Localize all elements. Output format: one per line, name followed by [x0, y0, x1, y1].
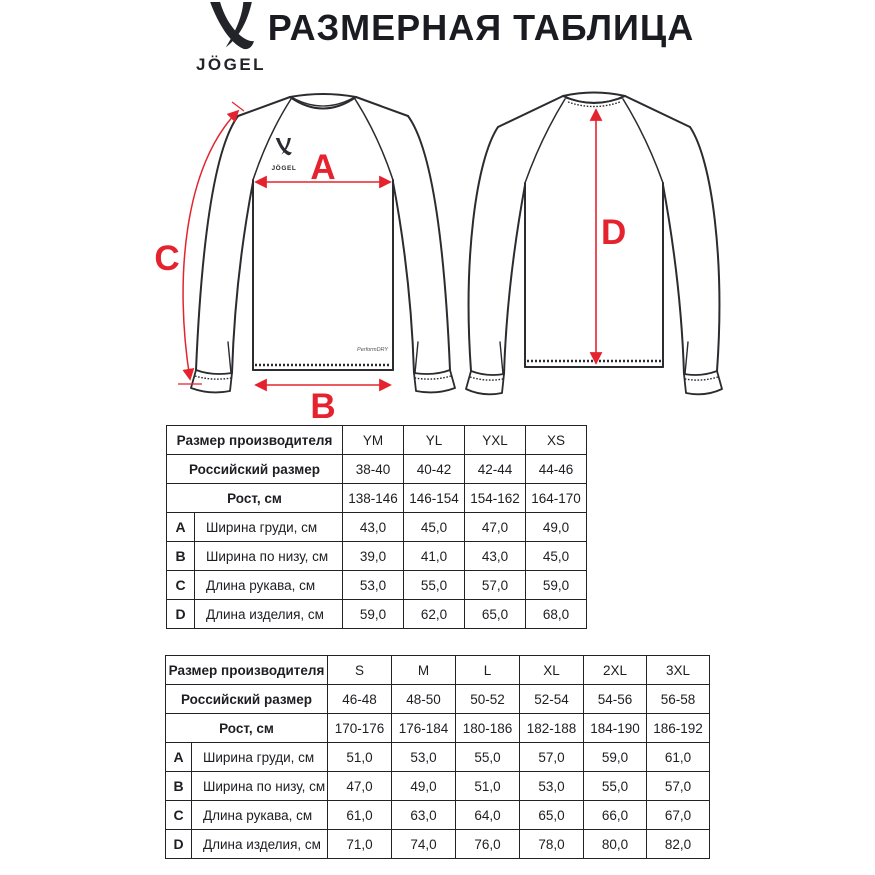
size-value-cell: YXL: [465, 426, 526, 455]
measure-label: Длина изделия, см: [195, 600, 343, 629]
measure-value-cell: 66,0: [584, 801, 647, 830]
measure-row: [167, 571, 587, 600]
measure-value-cell: 59,0: [584, 743, 647, 772]
size-value-cell: 138-146: [343, 484, 404, 513]
measure-value-cell: 55,0: [584, 772, 647, 801]
size-value-cell: YM: [343, 426, 404, 455]
adult-size-table: [165, 655, 710, 859]
measure-value-cell: 53,0: [343, 571, 404, 600]
measure-value-cell: 49,0: [526, 513, 587, 542]
measure-value-cell: 47,0: [465, 513, 526, 542]
dimension-label-c: C: [154, 239, 180, 278]
row-label: Рост, см: [166, 714, 328, 743]
measure-label: Ширина груди, см: [195, 513, 343, 542]
header-row: [166, 714, 710, 743]
measure-value-cell: 39,0: [343, 542, 404, 571]
measure-letter: A: [166, 743, 192, 772]
row-label: Размер производителя: [167, 426, 343, 455]
measure-value-cell: 45,0: [526, 542, 587, 571]
size-value-cell: 2XL: [584, 656, 647, 685]
chest-logo: [271, 138, 296, 172]
measure-letter: D: [167, 600, 195, 629]
measure-value-cell: 47,0: [328, 772, 392, 801]
size-value-cell: YL: [404, 426, 465, 455]
page-title: РАЗМЕРНАЯ ТАБЛИЦА: [267, 7, 695, 48]
measure-value-cell: 49,0: [392, 772, 456, 801]
measure-value-cell: 57,0: [647, 772, 710, 801]
measure-value-cell: 51,0: [328, 743, 392, 772]
measure-value-cell: 68,0: [526, 600, 587, 629]
measure-value-cell: 61,0: [328, 801, 392, 830]
measure-value-cell: 74,0: [392, 830, 456, 859]
size-value-cell: 44-46: [526, 455, 587, 484]
size-value-cell: 40-42: [404, 455, 465, 484]
measure-value-cell: 65,0: [465, 600, 526, 629]
size-value-cell: S: [328, 656, 392, 685]
measure-value-cell: 78,0: [520, 830, 584, 859]
measure-value-cell: 71,0: [328, 830, 392, 859]
measure-value-cell: 53,0: [392, 743, 456, 772]
measure-label: Ширина груди, см: [192, 743, 328, 772]
size-value-cell: L: [456, 656, 520, 685]
measure-value-cell: 61,0: [647, 743, 710, 772]
size-value-cell: XS: [526, 426, 587, 455]
size-value-cell: 52-54: [520, 685, 584, 714]
garment-measurement-diagram: [140, 80, 790, 425]
size-value-cell: 146-154: [404, 484, 465, 513]
measure-letter: B: [166, 772, 192, 801]
size-value-cell: 48-50: [392, 685, 456, 714]
measure-value-cell: 51,0: [456, 772, 520, 801]
measure-value-cell: 53,0: [520, 772, 584, 801]
measure-letter: A: [167, 513, 195, 542]
size-value-cell: 3XL: [647, 656, 710, 685]
header-row: [166, 656, 710, 685]
measure-value-cell: 59,0: [526, 571, 587, 600]
size-value-cell: 54-56: [584, 685, 647, 714]
measure-row: [166, 830, 710, 859]
size-value-cell: 46-48: [328, 685, 392, 714]
size-value-cell: 184-190: [584, 714, 647, 743]
measure-letter: B: [167, 542, 195, 571]
header-row: [167, 484, 587, 513]
measure-value-cell: 80,0: [584, 830, 647, 859]
header-row: [166, 685, 710, 714]
dimension-label-a: A: [310, 148, 336, 187]
measure-label: Длина изделия, см: [192, 830, 328, 859]
measure-value-cell: 45,0: [404, 513, 465, 542]
shirt-front-outline: [191, 94, 455, 392]
measure-value-cell: 41,0: [404, 542, 465, 571]
measure-value-cell: 62,0: [404, 600, 465, 629]
shirt-back-outline: [466, 93, 722, 395]
measure-value-cell: 67,0: [647, 801, 710, 830]
row-label: Рост, см: [167, 484, 343, 513]
size-value-cell: 164-170: [526, 484, 587, 513]
jogel-wordmark: JÖGEL: [195, 55, 267, 74]
measure-row: [166, 801, 710, 830]
measure-letter: D: [166, 830, 192, 859]
size-value-cell: XL: [520, 656, 584, 685]
size-value-cell: 56-58: [647, 685, 710, 714]
measure-value-cell: 57,0: [465, 571, 526, 600]
chest-logo-wordmark: JÖGEL: [271, 165, 297, 172]
size-value-cell: 154-162: [465, 484, 526, 513]
fabric-technology-label: PerformDRY: [357, 347, 388, 353]
measure-value-cell: 59,0: [343, 600, 404, 629]
dimension-label-d: D: [601, 213, 627, 252]
header-row: [167, 455, 587, 484]
measure-value-cell: 82,0: [647, 830, 710, 859]
measure-value-cell: 76,0: [456, 830, 520, 859]
measure-row: [167, 600, 587, 629]
size-value-cell: 186-192: [647, 714, 710, 743]
measure-value-cell: 64,0: [456, 801, 520, 830]
measure-row: [167, 513, 587, 542]
measure-label: Ширина по низу, см: [192, 772, 328, 801]
measure-letter: C: [166, 801, 192, 830]
measure-row: [166, 772, 710, 801]
size-value-cell: 180-186: [456, 714, 520, 743]
measure-row: [166, 743, 710, 772]
size-value-cell: 176-184: [392, 714, 456, 743]
measure-value-cell: 65,0: [520, 801, 584, 830]
measure-value-cell: 57,0: [520, 743, 584, 772]
measure-value-cell: 55,0: [404, 571, 465, 600]
size-value-cell: 38-40: [343, 455, 404, 484]
size-value-cell: 170-176: [328, 714, 392, 743]
measure-label: Ширина по низу, см: [195, 542, 343, 571]
dimension-label-b: B: [310, 387, 336, 425]
measure-value-cell: 43,0: [465, 542, 526, 571]
measure-label: Длина рукава, см: [195, 571, 343, 600]
measure-row: [167, 542, 587, 571]
header-row: [167, 426, 587, 455]
size-value-cell: 42-44: [465, 455, 526, 484]
size-value-cell: M: [392, 656, 456, 685]
measure-label: Длина рукава, см: [192, 801, 328, 830]
measure-letter: C: [167, 571, 195, 600]
size-value-cell: 182-188: [520, 714, 584, 743]
row-label: Размер производителя: [166, 656, 328, 685]
size-value-cell: 50-52: [456, 685, 520, 714]
measure-value-cell: 55,0: [456, 743, 520, 772]
row-label: Российский размер: [166, 685, 328, 714]
measure-value-cell: 63,0: [392, 801, 456, 830]
youth-size-table: [166, 425, 587, 629]
row-label: Российский размер: [167, 455, 343, 484]
measure-value-cell: 43,0: [343, 513, 404, 542]
